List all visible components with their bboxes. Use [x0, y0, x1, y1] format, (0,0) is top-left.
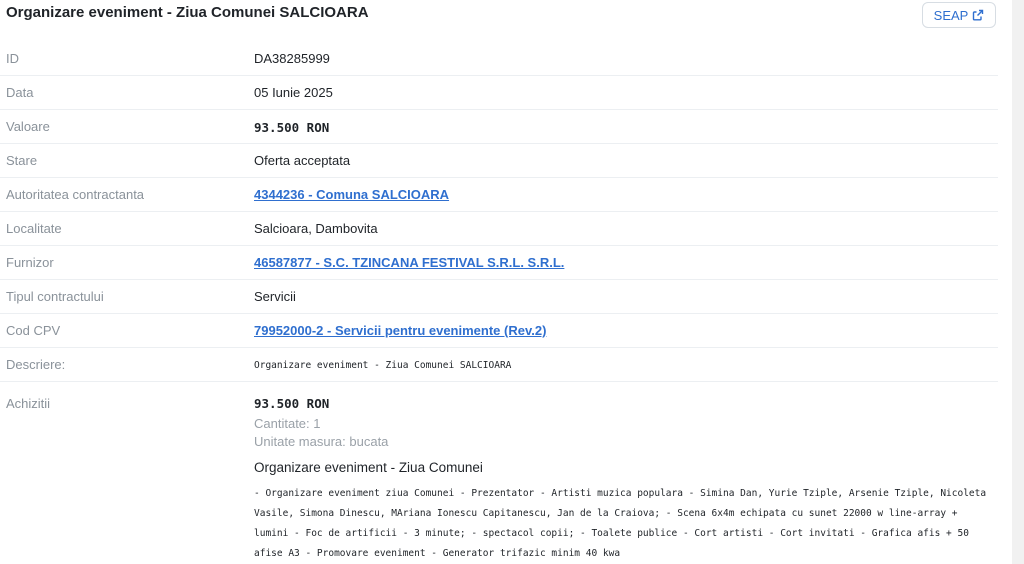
field-label: Data: [6, 85, 34, 100]
field-value-status: Oferta acceptata: [254, 153, 351, 168]
row-descriere: [0, 348, 998, 382]
cpv-link[interactable]: 79952000-2 - Servicii pentru evenimente (Rev.2): [254, 323, 547, 338]
acquisition-description: - Organizare eveniment ziua Comunei - Prezentator - Artisti muzica populara - Simina Dan, Yurie Tziple, Arsenie Tziple, Nicoleta Vasile, Simona Dinescu, MAriana Ionescu Capitanescu, Jan de la Craiova; - Scena 6x4m echipata cu sunet 22000 w line-array + lumini - Foc de artificii - 3 minute; - spectacol copii; - Toalete publice - Cort artisti - Cort invitati - Grafica afis + 50 afise A3 - Promovare eveniment - Generator trifazic minim 40 kwa: [254, 488, 987, 559]
row-autoritate: [0, 178, 998, 212]
field-label: Cod CPV: [6, 323, 61, 338]
field-label: Valoare: [6, 119, 50, 134]
acquisition-quantity: Cantitate: 1: [254, 416, 321, 431]
field-value-locality: Salcioara, Dambovita: [254, 221, 378, 236]
details-table: [0, 42, 998, 382]
acquisition-name: Organizare eveniment - Ziua Comunei: [254, 460, 483, 475]
field-label: Autoritatea contractanta: [6, 187, 145, 202]
row-tip: [0, 280, 998, 314]
field-value-contract-type: Servicii: [254, 289, 296, 304]
row-valoare: [0, 110, 998, 144]
seap-button[interactable]: [922, 2, 996, 28]
field-value-date: 05 Iunie 2025: [254, 85, 333, 100]
field-value-description: Organizare eveniment - Ziua Comunei SALCIOARA: [254, 360, 512, 371]
field-label: Furnizor: [6, 255, 54, 270]
field-value-amount: 93.500 RON: [254, 120, 330, 135]
row-furnizor: [0, 246, 998, 280]
authority-link[interactable]: 4344236 - Comuna SALCIOARA: [254, 187, 450, 202]
field-value-id: DA38285999: [254, 51, 330, 66]
page-header: [0, 0, 1010, 42]
row-localitate: [0, 212, 998, 246]
row-data: [0, 76, 998, 110]
external-link-icon: [972, 9, 984, 21]
acquisition-item: [254, 396, 994, 564]
acquisition-price: 93.500 RON: [254, 396, 330, 411]
field-label: Tipul contractului: [6, 289, 104, 304]
acquisition-unit: Unitate masura: bucata: [254, 434, 389, 449]
supplier-link[interactable]: 46587877 - S.C. TZINCANA FESTIVAL S.R.L. S.R.L.: [254, 255, 565, 270]
field-label: Descriere:: [6, 357, 66, 372]
row-id: [0, 42, 998, 76]
row-cpv: [0, 314, 998, 348]
field-label: ID: [6, 51, 19, 66]
field-label: Achizitii: [6, 396, 51, 411]
field-label: Localitate: [6, 221, 62, 236]
field-label: Stare: [6, 153, 38, 168]
scrollbar[interactable]: [1012, 0, 1024, 564]
page-title: Organizare eveniment - Ziua Comunei SALCIOARA: [6, 4, 369, 21]
row-stare: [0, 144, 998, 178]
seap-button-label: SEAP: [933, 7, 969, 23]
